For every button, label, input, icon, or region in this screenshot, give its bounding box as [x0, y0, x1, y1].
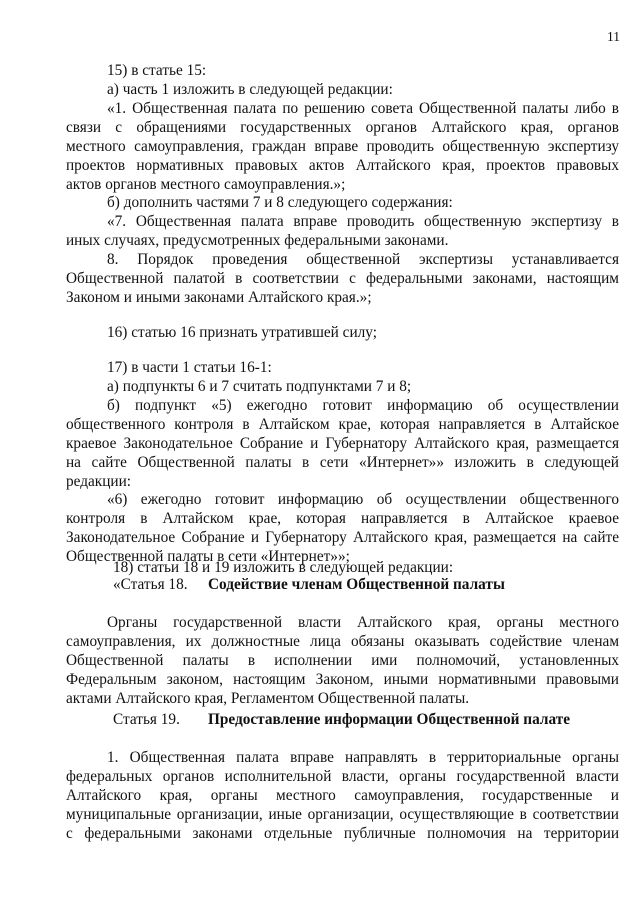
text-line: актов органов местного самоуправления.»; [66, 176, 346, 193]
text-line: Законом и иными законами Алтайского края.»; [66, 289, 372, 306]
text-line: федеральных органов исполнительной власти, органы государственной власти [66, 768, 619, 785]
text-line: общественного контроля в Алтайском крае, которая направляется в Алтайское [66, 416, 619, 433]
text-line: 1. Общественная палата вправе направлять в территориальные органы [107, 749, 619, 766]
text-line: иных случаях, предусмотренных федеральными законами. [66, 232, 449, 249]
text-line: Общественной палатой в соответствии с федеральными законами, настоящим [66, 270, 619, 287]
text-line: «6) ежегодно готовит информацию об осуществлении общественного [107, 491, 619, 508]
article-19-label: Статья 19. [113, 711, 180, 728]
text-line: а) подпункты 6 и 7 считать подпунктами 7 и 8; [107, 378, 412, 395]
text-line: «7. Общественная палата вправе проводить общественную экспертизу в [107, 213, 619, 230]
text-line: краевое Законодательное Собрание и Губернатору Алтайского края, размещается [66, 435, 619, 452]
text-line: самоуправления, их должностные лица обязаны оказывать содействие членам [66, 633, 619, 650]
text-line: контроля в Алтайском крае, которая направляется в Алтайское краевое [66, 510, 619, 527]
text-line: 18) статьи 18 и 19 изложить в следующей редакции: [113, 559, 454, 576]
article-19-heading [113, 711, 619, 729]
text-line: с федеральными законами отдельные публичные полномочия на территории [66, 825, 619, 842]
text-line: 15) в статье 15: [107, 62, 207, 79]
text-line: местного самоуправления, граждан вправе проводить общественную экспертизу [66, 138, 619, 155]
text-line: редакции: [66, 473, 132, 490]
text-line: Органы государственной власти Алтайского края, органы местного [107, 614, 619, 631]
text-line: связи с обращениями государственных органов Алтайского края, органов [66, 119, 619, 136]
text-line: Общественной палаты в исполнении ими полномочий, установленных [66, 652, 619, 669]
text-line: Общественной палаты в сети «Интернет»»; [66, 548, 350, 565]
text-line: б) подпункт «5) ежегодно готовит информацию об осуществлении [107, 397, 619, 414]
page-number: 11 [607, 29, 620, 44]
text-line: 8. Порядок проведения общественной экспертизы устанавливается [107, 251, 619, 268]
text-line: б) дополнить частями 7 и 8 следующего содержания: [107, 194, 453, 211]
text-line: 17) в части 1 статьи 16-1: [107, 359, 272, 376]
text-line: муниципальные организации, иные организации, осуществляющие в соответствии [66, 806, 619, 823]
text-line: Федеральным законом, настоящим Законом, иными нормативными правовыми [66, 671, 619, 688]
article-18-heading [113, 576, 619, 594]
article-19-title: Предоставление информации Общественной палате [208, 711, 570, 728]
article-18-title: Содействие членам Общественной палаты [208, 576, 505, 593]
text-line: Законодательное Собрание и Губернатору Алтайского края, размещается на сайте [66, 529, 619, 546]
text-line: актами Алтайского края, Регламентом Общественной палаты. [66, 690, 470, 707]
text-line: проектов нормативных правовых актов Алтайского края, проектов правовых [66, 157, 619, 174]
text-line: Алтайского края, органы местного самоуправления, государственные и [66, 787, 619, 804]
text-line: 16) статью 16 признать утратившей силу; [107, 324, 377, 341]
text-line: а) часть 1 изложить в следующей редакции: [107, 81, 393, 98]
text-line: «1. Общественная палата по решению совета Общественной палаты либо в [107, 100, 619, 117]
article-18-label: «Статья 18. [113, 576, 188, 593]
text-line: на сайте Общественной палаты в сети «Интернет»» изложить в следующей [66, 454, 619, 471]
